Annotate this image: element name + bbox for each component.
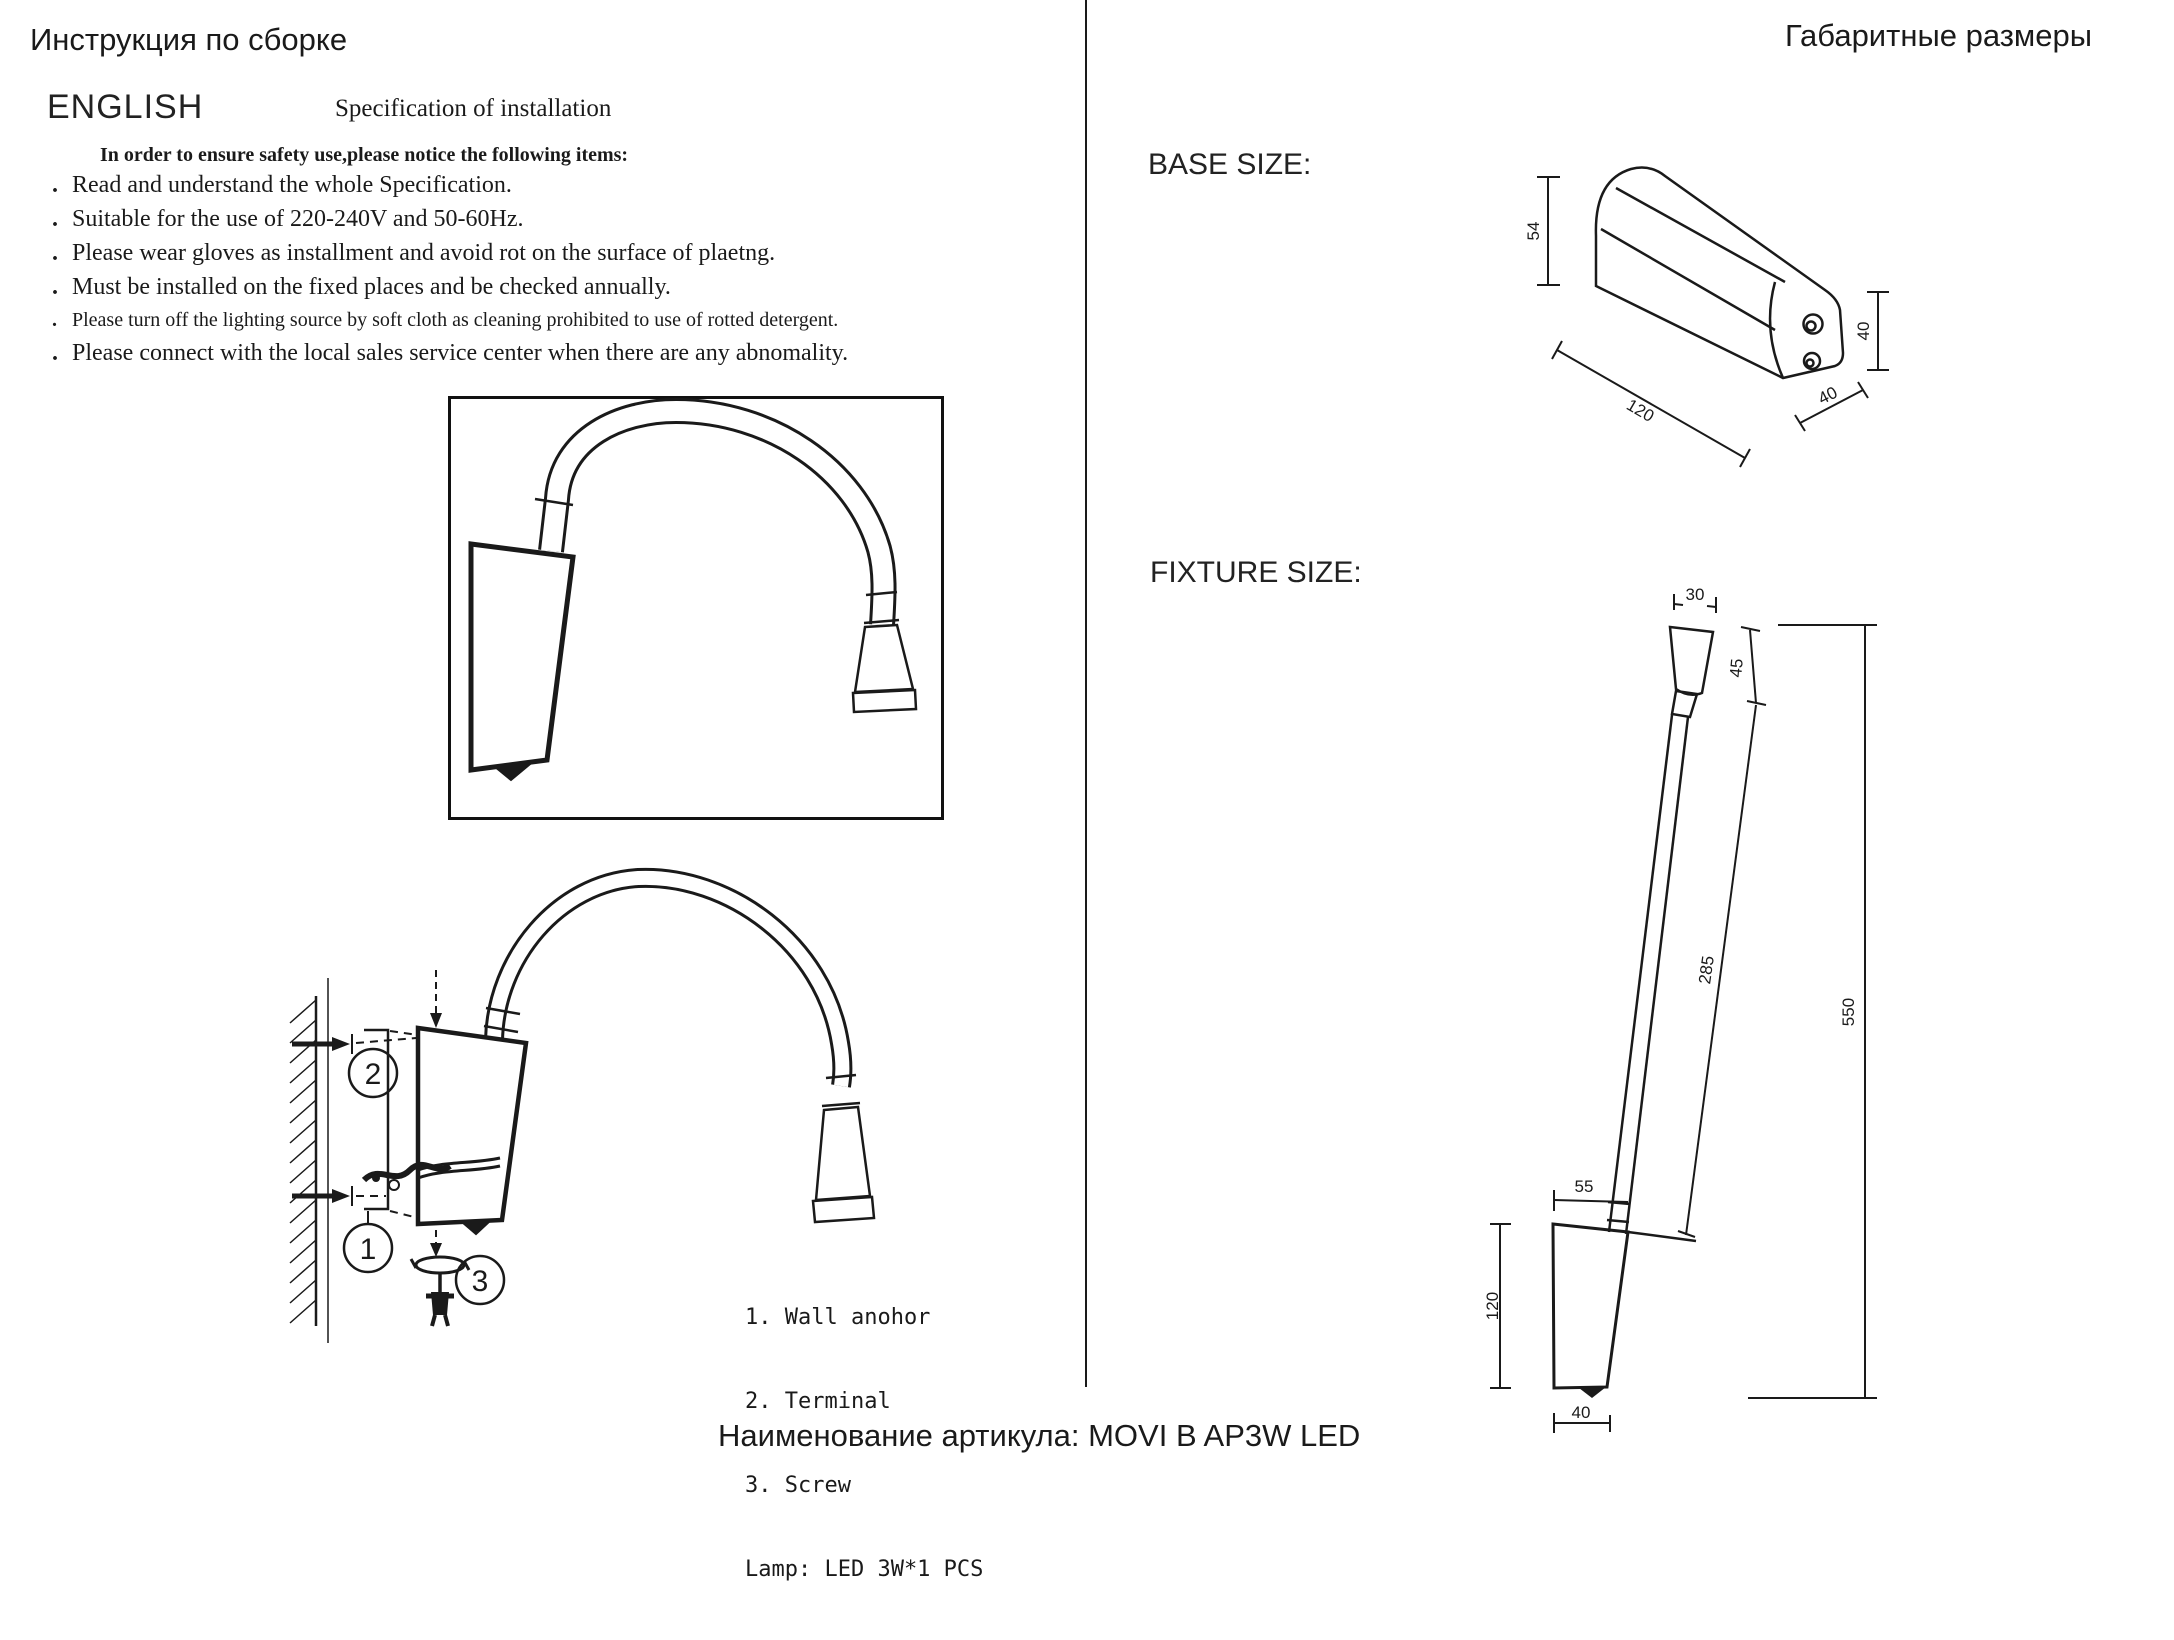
callout-3-number: 3 bbox=[471, 1265, 489, 1298]
bullet: . bbox=[52, 309, 57, 331]
list-item bbox=[52, 340, 848, 367]
english-heading: ENGLISH bbox=[47, 88, 204, 126]
parts-list-item-1: 1. Wall anohor bbox=[745, 1305, 931, 1330]
boxed-lamp-drawing bbox=[448, 396, 944, 820]
bullet: . bbox=[52, 172, 58, 198]
list-item-text: Please turn off the lighting source by soft cloth as cleaning prohibited to use of rotted detergent. bbox=[72, 309, 839, 331]
spec-subheading: Specification of installation bbox=[335, 95, 612, 122]
article-name: Наименование артикула: MOVI B AP3W LED bbox=[718, 1418, 1361, 1453]
fixture-dim-overall-height: 550 bbox=[1839, 997, 1858, 1027]
list-item bbox=[52, 309, 838, 332]
parts-list-item-2: 2. Terminal bbox=[745, 1389, 891, 1414]
list-item-text: Suitable for the use of 220-240V and 50-60Hz. bbox=[72, 206, 524, 232]
list-item bbox=[52, 240, 775, 267]
fixture-dim-head-width: 30 bbox=[1685, 585, 1705, 604]
list-item-text: Please connect with the local sales service center when there are any abnomality. bbox=[72, 340, 849, 366]
base-dim-end-height: 40 bbox=[1854, 321, 1873, 341]
bullet: . bbox=[52, 340, 58, 366]
bullet: . bbox=[52, 206, 58, 232]
base-dim-length: 120 bbox=[1623, 395, 1658, 426]
fixture-size-drawing bbox=[1480, 580, 1920, 1460]
list-item-text: Read and understand the whole Specification. bbox=[72, 172, 512, 198]
base-size-drawing bbox=[1490, 120, 1970, 480]
list-item-text: Please wear gloves as installment and avoid rot on the surface of plaetng. bbox=[72, 240, 776, 266]
base-dim-width: 40 bbox=[1815, 382, 1841, 409]
lamp-overview-figure bbox=[451, 399, 941, 817]
fixture-dim-base-width: 40 bbox=[1571, 1403, 1591, 1422]
fixture-size-label: FIXTURE SIZE: bbox=[1150, 556, 1362, 589]
parts-list-item-3: 3. Screw bbox=[745, 1473, 851, 1498]
fixture-dim-neck-length: 285 bbox=[1695, 954, 1718, 986]
base-size-label: BASE SIZE: bbox=[1148, 148, 1312, 181]
parts-list-lamp: Lamp: LED 3W*1 PCS bbox=[745, 1557, 984, 1582]
base-dim-height: 54 bbox=[1524, 221, 1543, 241]
fixture-dim-base-top: 55 bbox=[1574, 1177, 1594, 1196]
fixture-dim-head-height: 45 bbox=[1726, 657, 1747, 679]
callout-2-number: 2 bbox=[364, 1058, 382, 1091]
section-divider bbox=[1085, 0, 1087, 1387]
base-size-figure bbox=[1490, 120, 1970, 480]
bullet: . bbox=[52, 274, 58, 300]
list-item-text: Must be installed on the fixed places and be checked annually. bbox=[72, 274, 671, 300]
bullet: . bbox=[52, 240, 58, 266]
fixture-size-figure bbox=[1480, 580, 1920, 1460]
callout-1-number: 1 bbox=[359, 1233, 377, 1266]
list-item bbox=[52, 172, 512, 199]
intro-line: In order to ensure safety use,please notice the following items: bbox=[100, 144, 629, 166]
list-item bbox=[52, 206, 523, 233]
page-title-left: Инструкция по сборке bbox=[30, 22, 348, 57]
list-item bbox=[52, 274, 671, 301]
fixture-dim-base-height: 120 bbox=[1483, 1291, 1502, 1321]
page-title-right: Габаритные размеры bbox=[1785, 18, 2093, 53]
